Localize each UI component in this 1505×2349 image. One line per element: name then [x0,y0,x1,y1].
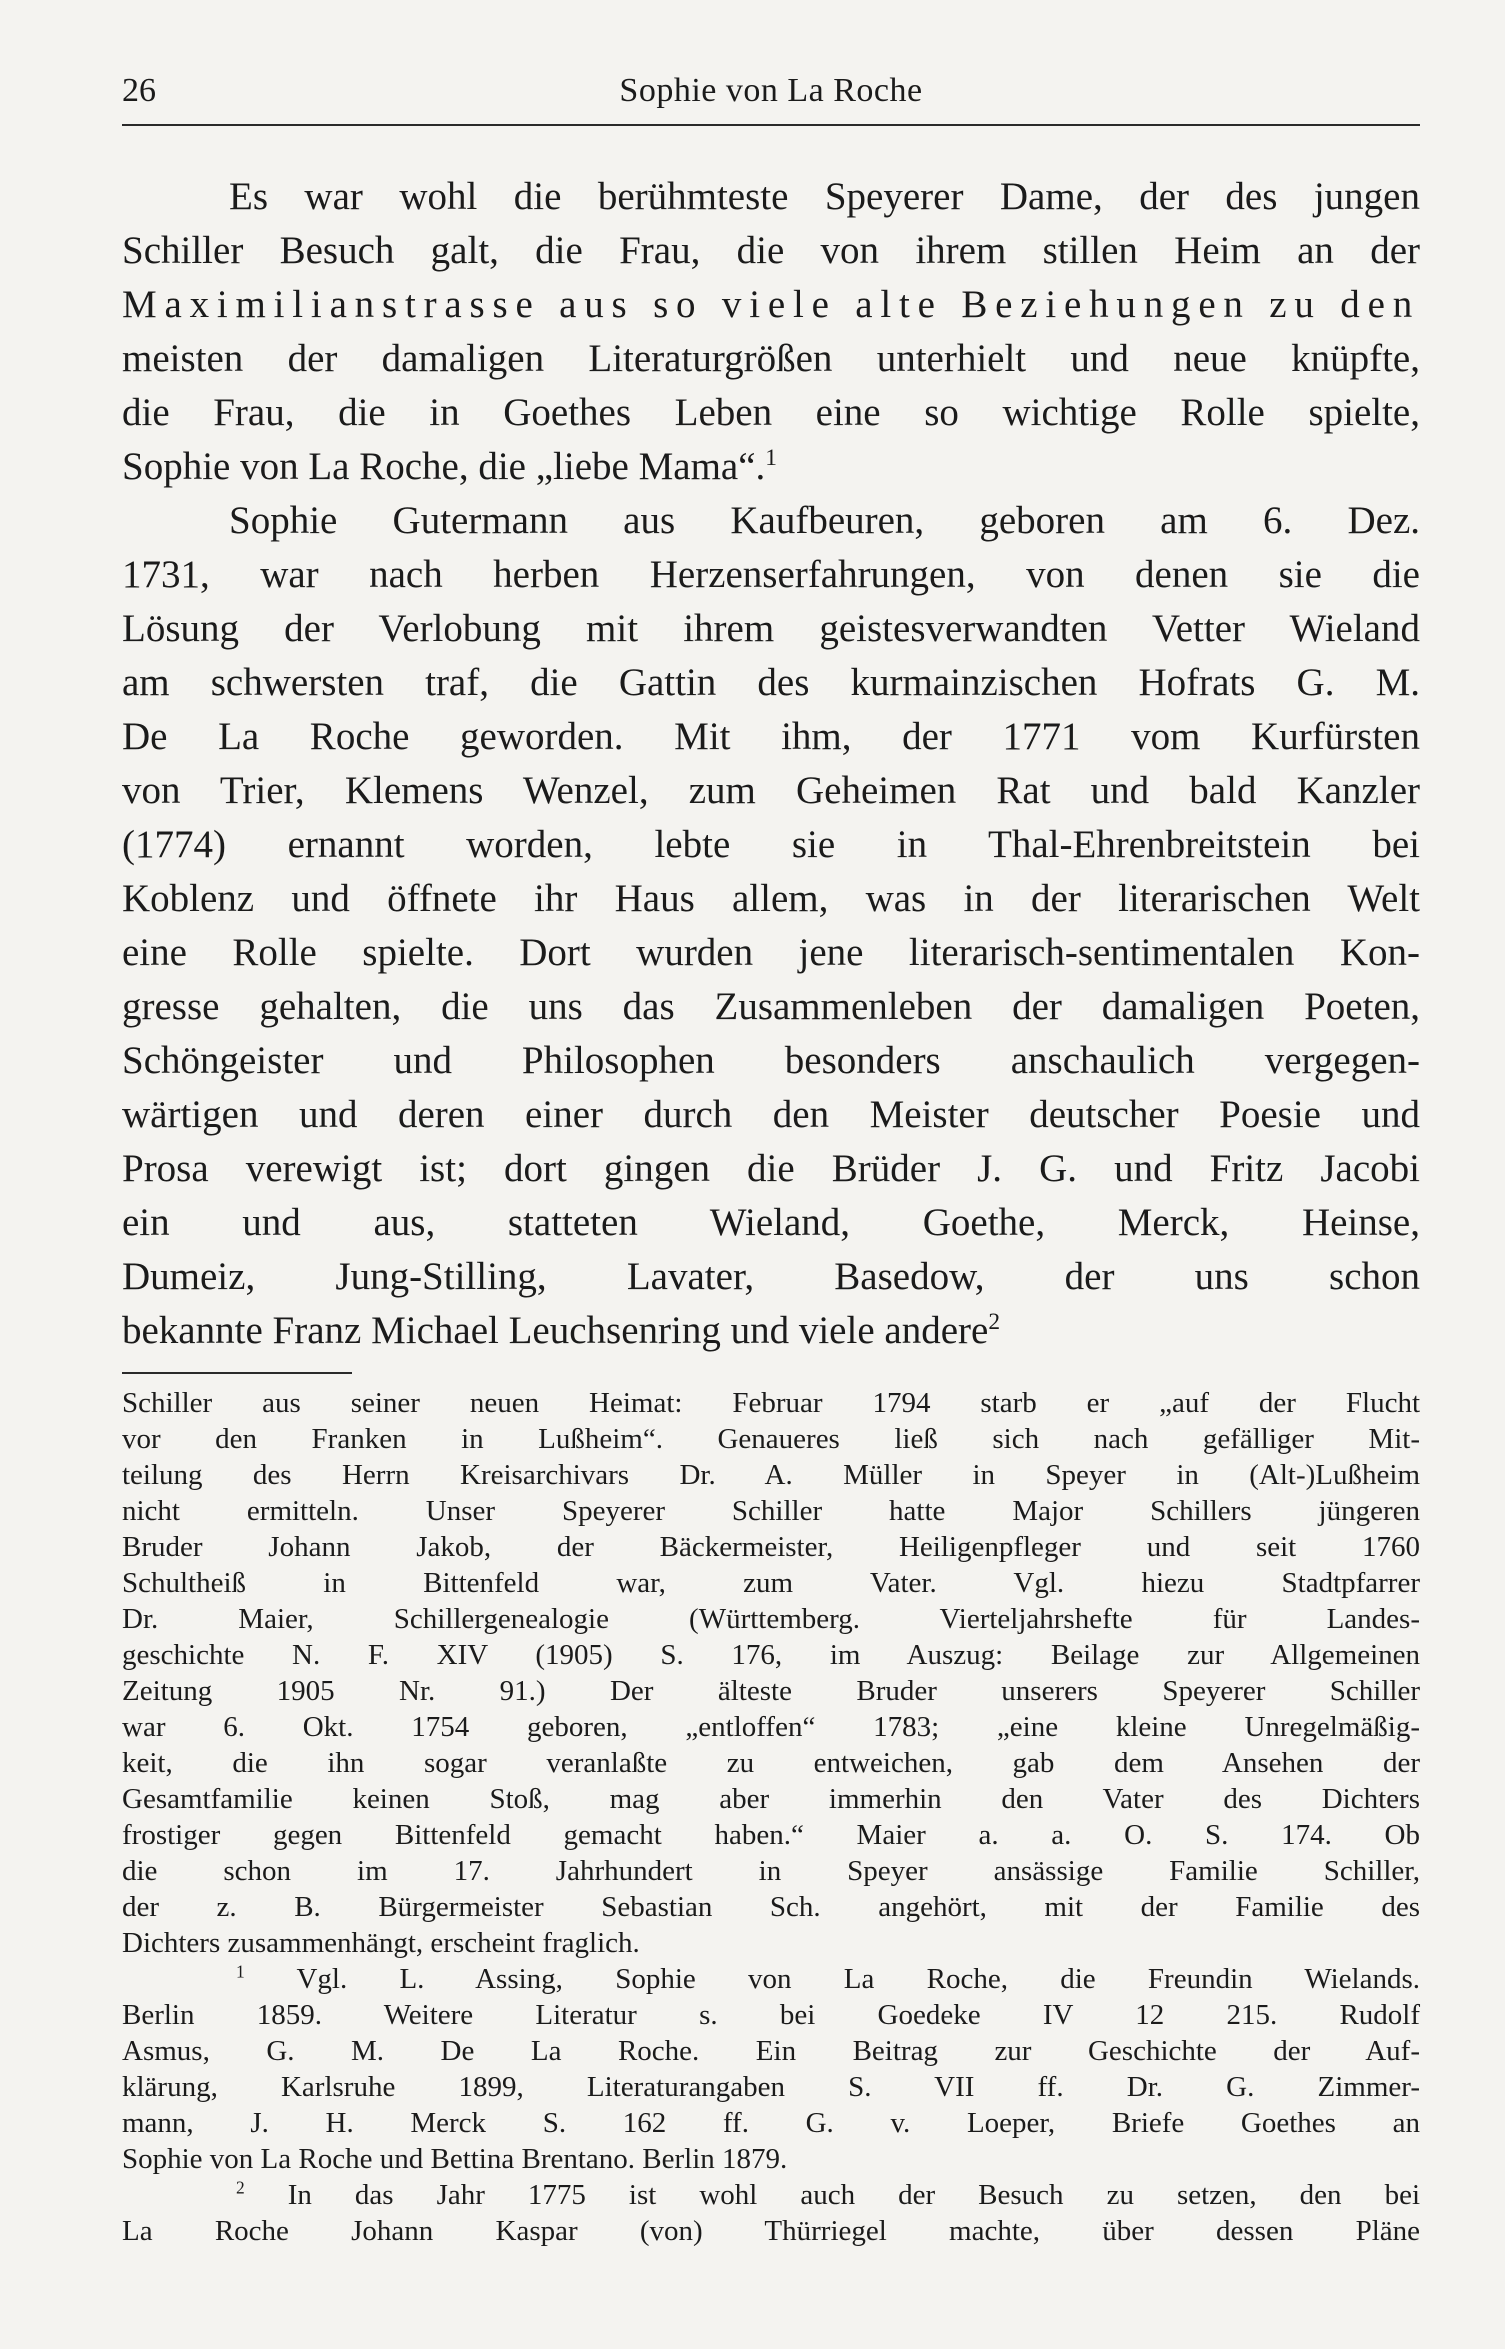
footnote-line: Schultheiß in Bittenfeld war, zum Vater. Vgl. hiezu Stadtpfarrer [122,1567,1420,1599]
footnote-line: Sophie von La Roche und Bettina Brentano. Berlin 1879. [122,2143,788,2175]
footnote-line: Bruder Johann Jakob, der Bäckermeister, Heiligenpfleger und seit 1760 [122,1531,1420,1563]
text-line: De La Roche geworden. Mit ihm, der 1771 vom Kurfürsten [122,715,1420,758]
footnote-line: vor den Franken in Lußheim“. Genaueres ließ sich nach gefälliger Mit- [122,1423,1420,1455]
text-line: Prosa verewigt ist; dort gingen die Brüder J. G. und Fritz Jacobi [122,1147,1420,1190]
footnote-line: $^2$ In das Jahr 1775 ist wohl auch der Besuch zu setzen, den bei [236,2177,1421,2211]
footnote-line: war 6. Okt. 1754 geboren, „entloffen“ 1783; „eine kleine Unregelmäßig- [122,1711,1420,1743]
footnote-line: Schiller aus seiner neuen Heimat: Februar 1794 starb er „auf der Flucht [122,1387,1420,1419]
footnote-line: der z. B. Bürgermeister Sebastian Sch. angehört, mit der Familie des [122,1891,1420,1923]
footnote-ref: 2 [988,1309,1001,1335]
footnote-line: die schon im 17. Jahrhundert in Speyer ansässige Familie Schiller, [122,1855,1420,1887]
text-line: 1731, war nach herben Herzenserfahrungen, von denen sie die [122,553,1420,596]
footnote-rule [122,1372,352,1374]
text-line: Lösung der Verlobung mit ihrem geistesverwandten Vetter Wieland [122,607,1420,650]
text-line: Sophie Gutermann aus Kaufbeuren, geboren am 6. Dez. [229,499,1420,542]
footnote-line: teilung des Herrn Kreisarchivars Dr. A. Müller in Speyer in (Alt-)Lußheim [122,1459,1420,1491]
text-line: Sophie von La Roche, die „liebe Mama“.$^1$ [122,445,777,488]
footnote-line: frostiger gegen Bittenfeld gemacht haben.“ Maier a. a. O. S. 174. Ob [122,1819,1420,1851]
footnote-line: La Roche Johann Kaspar (von) Thürriegel machte, über dessen Pläne [122,2215,1420,2247]
footnote-line: Asmus, G. M. De La Roche. Ein Beitrag zur Geschichte der Auf- [122,2035,1420,2067]
text-line: Es war wohl die berühmteste Speyerer Dame, der des jungen [229,175,1420,218]
text-line: wärtigen und deren einer durch den Meister deutscher Poesie und [122,1093,1420,1136]
text-line: die Frau, die in Goethes Leben eine so wichtige Rolle spielte, [122,391,1420,434]
footnote-line: $^1$ Vgl. L. Assing, Sophie von La Roche, die Freundin Wielands. [236,1961,1420,1995]
footnote-line: Zeitung 1905 Nr. 91.) Der älteste Bruder unserers Speyerer Schiller [122,1675,1420,1707]
running-title: Sophie von La Roche [619,72,923,109]
footnote-line: nicht ermitteln. Unser Speyerer Schiller hatte Major Schillers jüngeren [122,1495,1420,1527]
footnote-marker: 1 [236,1961,245,1982]
text-line: Dumeiz, Jung-Stilling, Lavater, Basedow, der uns schon [122,1255,1420,1298]
page-header [122,72,1420,120]
text-line: am schwersten traf, die Gattin des kurmainzischen Hofrats G. M. [122,661,1420,704]
text-line: Schöngeister und Philosophen besonders anschaulich vergegen- [122,1039,1420,1082]
footnote-line: klärung, Karlsruhe 1899, Literaturangaben S. VII ff. Dr. G. Zimmer- [122,2071,1420,2103]
footnote-line: geschichte N. F. XIV (1905) S. 176, im Auszug: Beilage zur Allgemeinen [122,1639,1420,1671]
text-line: von Trier, Klemens Wenzel, zum Geheimen Rat und bald Kanzler [122,769,1420,812]
footnote-ref: 1 [765,445,777,471]
footnotes [122,1385,1420,2249]
footnote-line: keit, die ihn sogar veranlaßte zu entweichen, gab dem Ansehen der [122,1747,1420,1779]
text-line: bekannte Franz Michael Leuchsenring und viele andere$^2$ [122,1309,1001,1352]
main-text [122,170,1420,1358]
header-rule [122,124,1420,126]
footnote-line: Berlin 1859. Weitere Literatur s. bei Goedeke IV 12 215. Rudolf [122,1999,1420,2031]
text-line: (1774) ernannt worden, lebte sie in Thal-Ehrenbreitstein bei [122,823,1420,866]
text-line: Schiller Besuch galt, die Frau, die von ihrem stillen Heim an der [122,229,1420,272]
text-line: Maximilianstrasse aus so viele alte Beziehungen zu den [122,283,1420,326]
footnote-marker: 2 [236,2177,245,2198]
page-number: 26 [122,72,156,109]
footnote-line: Dichters zusammenhängt, erscheint fraglich. [122,1927,640,1959]
text-line: Koblenz und öffnete ihr Haus allem, was in der literarischen Welt [122,877,1420,920]
text-line: ein und aus, statteten Wieland, Goethe, Merck, Heinse, [122,1201,1420,1244]
text-line: gresse gehalten, die uns das Zusammenleben der damaligen Poeten, [122,985,1420,1028]
footnote-line: Dr. Maier, Schillergenealogie (Württemberg. Vierteljahrshefte für Landes- [122,1603,1420,1635]
footnote-line: mann, J. H. Merck S. 162 ff. G. v. Loeper, Briefe Goethes an [122,2107,1420,2139]
text-line: eine Rolle spielte. Dort wurden jene literarisch-sentimentalen Kon- [122,931,1420,974]
text-line: meisten der damaligen Literaturgrößen unterhielt und neue knüpfte, [122,337,1420,380]
footnote-line: Gesamtfamilie keinen Stoß, mag aber immerhin den Vater des Dichters [122,1783,1420,1815]
